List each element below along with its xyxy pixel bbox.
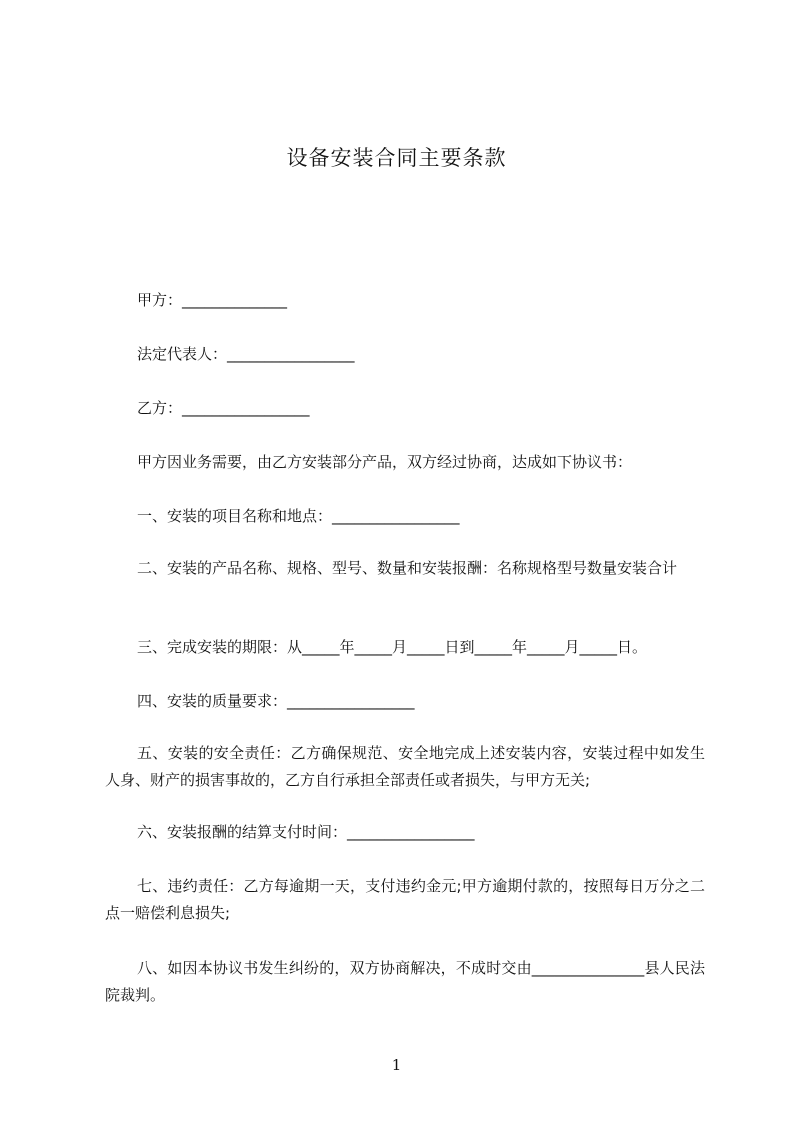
clause-2: 二、安装的产品名称、规格、型号、数量和安装报酬：名称规格型号数量安装合计	[137, 559, 678, 577]
clause-3: 三、完成安装的期限：从_____年_____月_____日到_____年_____月_____日。	[137, 638, 648, 656]
legal-representative-line: 法定代表人：_________________	[137, 345, 355, 363]
party-a-line: 甲方：______________	[137, 291, 288, 309]
clause-4: 四、安装的质量要求：_________________	[137, 692, 415, 710]
clause-8: 八、如因本协议书发生纠纷的，双方协商解决，不成时交由_______________县人民法院裁判。	[105, 959, 705, 1004]
preamble-paragraph: 甲方因业务需要，由乙方安装部分产品，双方经过协商，达成如下协议书：	[137, 453, 633, 471]
clause-6: 六、安装报酬的结算支付时间：_________________	[137, 823, 475, 841]
clause-5: 五、安装的安全责任：乙方确保规范、安全地完成上述安装内容，安装过程中如发生人身、财产的损害事故的，乙方自行承担全部责任或者损失，与甲方无关;	[105, 744, 705, 789]
document-title: 设备安装合同主要条款	[286, 146, 507, 170]
page-number: 1	[391, 1056, 402, 1074]
clause-1: 一、安装的项目名称和地点：_________________	[137, 507, 460, 525]
clause-7: 七、违约责任：乙方每逾期一天，支付违约金元;甲方逾期付款的，按照每日万分之二点一赔偿利息损失;	[105, 877, 705, 922]
party-b-line: 乙方：_________________	[137, 399, 310, 417]
